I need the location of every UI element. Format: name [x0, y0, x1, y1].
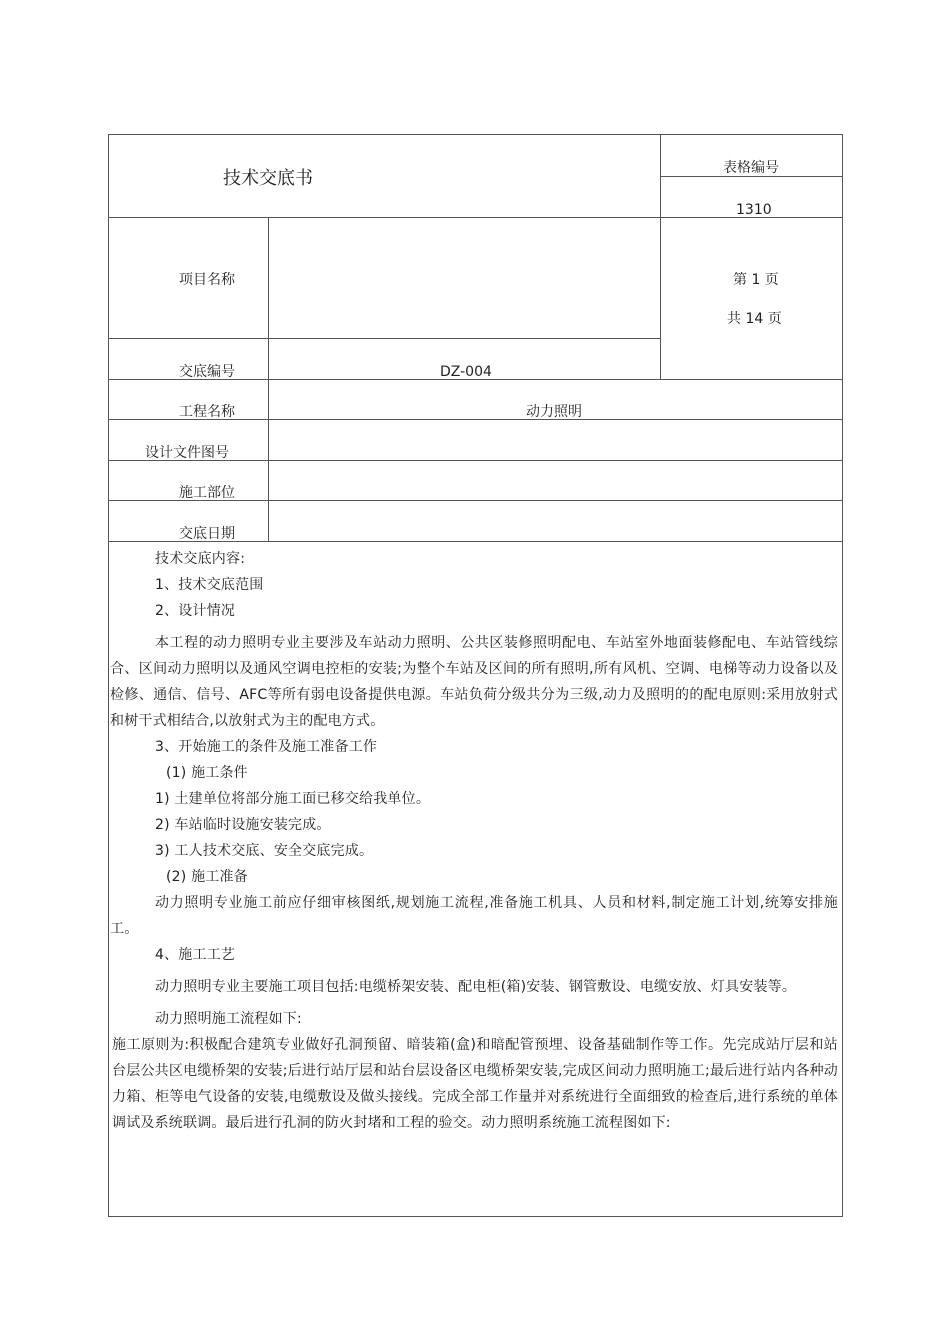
col-divider: [268, 217, 269, 542]
page-total: 共 14 页: [727, 311, 782, 327]
condition-1: 1) 土建单位将部分施工面已移交给我单位。: [155, 791, 431, 807]
col-divider: [660, 134, 661, 380]
condition-3: 3) 工人技术交底、安全交底完成。: [155, 843, 374, 859]
paragraph-preparation: 动力照明专业施工前应仔细审核图纸,规划施工流程,准备施工机具、人员和材料,制定施工计划,统筹安排施工。: [110, 895, 838, 937]
condition-2: 2) 车站临时设施安装完成。: [155, 817, 331, 833]
work-name-value: 动力照明: [526, 404, 582, 420]
work-name-label: 工程名称: [179, 404, 235, 420]
site-label: 施工部位: [179, 485, 235, 501]
content-heading: 技术交底内容:: [155, 551, 246, 567]
disclosure-number-label: 交底编号: [179, 364, 235, 380]
paragraph-design: 本工程的动力照明专业主要涉及车站动力照明、公共区装修照明配电、车站室外地面装修配电、车站管线综合、区间动力照明以及通风空调电控柜的安装;为整个车站及区间的所有照明,所有风机、空调、电梯等动力设备以及检修、通信、信号、AFC等所有弱电设备提供电源。车站负荷分级共分为三级,动力及照明的的配电原则:采用放射式和树干式相结合,以放射式为主的配电方式。: [110, 635, 838, 729]
row-divider: [108, 217, 843, 218]
section-1: 1、技术交底范围: [155, 577, 264, 593]
document-title: 技术交底书: [223, 168, 313, 189]
paragraph-items: 动力照明专业主要施工项目包括:电缆桥架安装、配电柜(箱)安装、钢管敷设、电缆安放、灯具安装等。: [155, 979, 797, 995]
section-3: 3、开始施工的条件及施工准备工作: [155, 739, 378, 755]
disclosure-content: [110, 546, 838, 1136]
section-2: 2、设计情况: [155, 603, 236, 619]
paragraph-principles: 施工原则为:积极配合建筑专业做好孔洞预留、暗装箱(盒)和暗配管预埋、设备基础制作等工作。先完成站厅层和站台层公共区电缆桥架的安装;后进行站厅层和站台层设备区电缆桥架安装,完成区间动力照明施工;最后进行站内各种动力箱、柜等电气设备的安装,电缆敷设及做头接线。完成全部工作量并对系统进行全面细致的检查后,进行系统的单体调试及系统联调。最后进行孔洞的防火封堵和工程的验交。动力照明系统施工流程图如下:: [112, 1037, 838, 1131]
date-label: 交底日期: [179, 526, 235, 542]
section-3-1: (1) 施工条件: [166, 765, 248, 781]
page-current: 第 1 页: [733, 272, 779, 288]
paragraph-flow-intro: 动力照明施工流程如下:: [155, 1011, 302, 1027]
row-divider: [108, 338, 661, 339]
form-number-value: 1310: [736, 202, 772, 218]
disclosure-number-value: DZ-004: [440, 364, 492, 380]
section-4: 4、施工工艺: [155, 947, 236, 963]
form-number-label: 表格编号: [723, 160, 779, 176]
design-doc-label: 设计文件图号: [145, 445, 229, 461]
section-3-2: (2) 施工准备: [166, 869, 248, 885]
project-name-label: 项目名称: [179, 272, 235, 288]
